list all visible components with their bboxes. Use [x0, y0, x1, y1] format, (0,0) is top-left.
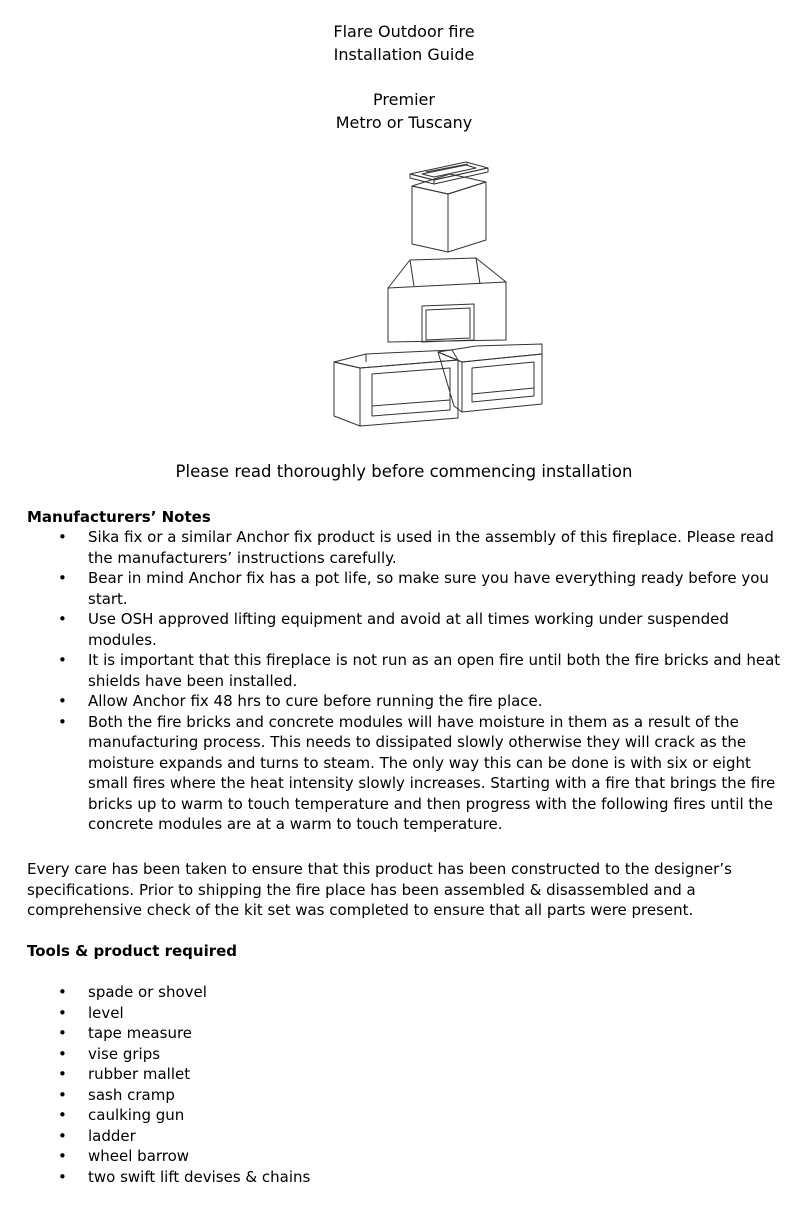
list-item: • Bear in mind Anchor fix has a pot life, so make sure you have everything ready before you start.: [58, 569, 769, 608]
bullet-icon: •: [58, 610, 67, 628]
chimney-cap-drawing: [410, 162, 488, 184]
list-item: • It is important that this fireplace is not run as an open fire until both the fire bricks and heat shields have been installed.: [58, 651, 781, 690]
bullet-icon: •: [58, 1126, 67, 1145]
bullet-icon: •: [58, 983, 67, 1001]
care-paragraph: Every care has been taken to ensure that this product has been constructed to the designer’s specifications. Prior to shipping the fire place has been assembled & disassembled and a comprehensive check of the kit set was completed to ensure that all parts were present.: [27, 860, 732, 919]
tools-list: [56, 982, 786, 1187]
list-item: • vise grips: [58, 1044, 161, 1063]
manufacturers-notes-heading: Manufacturers’ Notes: [27, 508, 211, 526]
left-seat-module-drawing: [334, 350, 458, 426]
manufacturers-notes-list: [56, 527, 786, 835]
list-item: • rubber mallet: [58, 1065, 191, 1083]
title-line-product: Flare Outdoor fire: [333, 22, 475, 41]
list-item: • caulking gun: [58, 1106, 185, 1124]
list-item: • two swift lift devises & chains: [58, 1167, 311, 1186]
bullet-icon: •: [58, 1085, 67, 1104]
title-line-model: Premier: [373, 90, 435, 109]
bullet-icon: •: [58, 569, 67, 587]
read-instruction: Please read thoroughly before commencing installation: [175, 462, 633, 481]
list-item: • Both the fire bricks and concrete modules will have moisture in them as a result of the manufacturing process. This needs to dissipated slowly otherwise they will crack as the moisture expands and turns to steam. The only way this can be done is with six or eight small fires where the heat intensity slowly increases. Starting with a fire that brings the fire bricks up to warm to touch temperature and then progress with the following fires until the concrete modules are at a warm to touch temperature.: [58, 712, 776, 833]
right-seat-module-drawing: [438, 344, 542, 412]
fireplace-illustration: [326, 156, 550, 432]
list-item: • wheel barrow: [58, 1147, 190, 1165]
bullet-icon: •: [58, 651, 67, 669]
tools-heading: Tools & product required: [27, 942, 238, 960]
title-spacer: [0, 66, 808, 88]
bullet-icon: •: [58, 1024, 67, 1042]
bullet-icon: •: [58, 712, 67, 731]
bullet-icon: •: [58, 1044, 67, 1063]
bullet-icon: •: [58, 528, 67, 546]
list-item: • level: [58, 1003, 124, 1022]
list-item: • Use OSH approved lifting equipment and avoid at all times working under suspended modules.: [58, 610, 729, 649]
bullet-icon: •: [58, 1106, 67, 1124]
bullet-icon: •: [58, 1065, 67, 1083]
document-title: [0, 20, 808, 134]
title-line-variant: Metro or Tuscany: [335, 113, 473, 132]
bullet-icon: •: [58, 1003, 67, 1022]
list-item: • spade or shovel: [58, 983, 207, 1001]
bullet-icon: •: [58, 1147, 67, 1165]
firebox-module-drawing: [388, 258, 506, 342]
bullet-icon: •: [58, 1167, 67, 1186]
bullet-icon: •: [58, 692, 67, 710]
flue-module-drawing: [412, 174, 486, 252]
list-item: • Sika fix or a similar Anchor fix product is used in the assembly of this fireplace. Please read the manufacturers’ instructions carefully.: [58, 528, 774, 567]
list-item: • tape measure: [58, 1024, 193, 1042]
list-item: • sash cramp: [58, 1085, 175, 1104]
title-line-guide: Installation Guide: [333, 45, 475, 64]
list-item: • ladder: [58, 1126, 136, 1145]
list-item: • Allow Anchor fix 48 hrs to cure before running the fire place.: [58, 692, 543, 710]
